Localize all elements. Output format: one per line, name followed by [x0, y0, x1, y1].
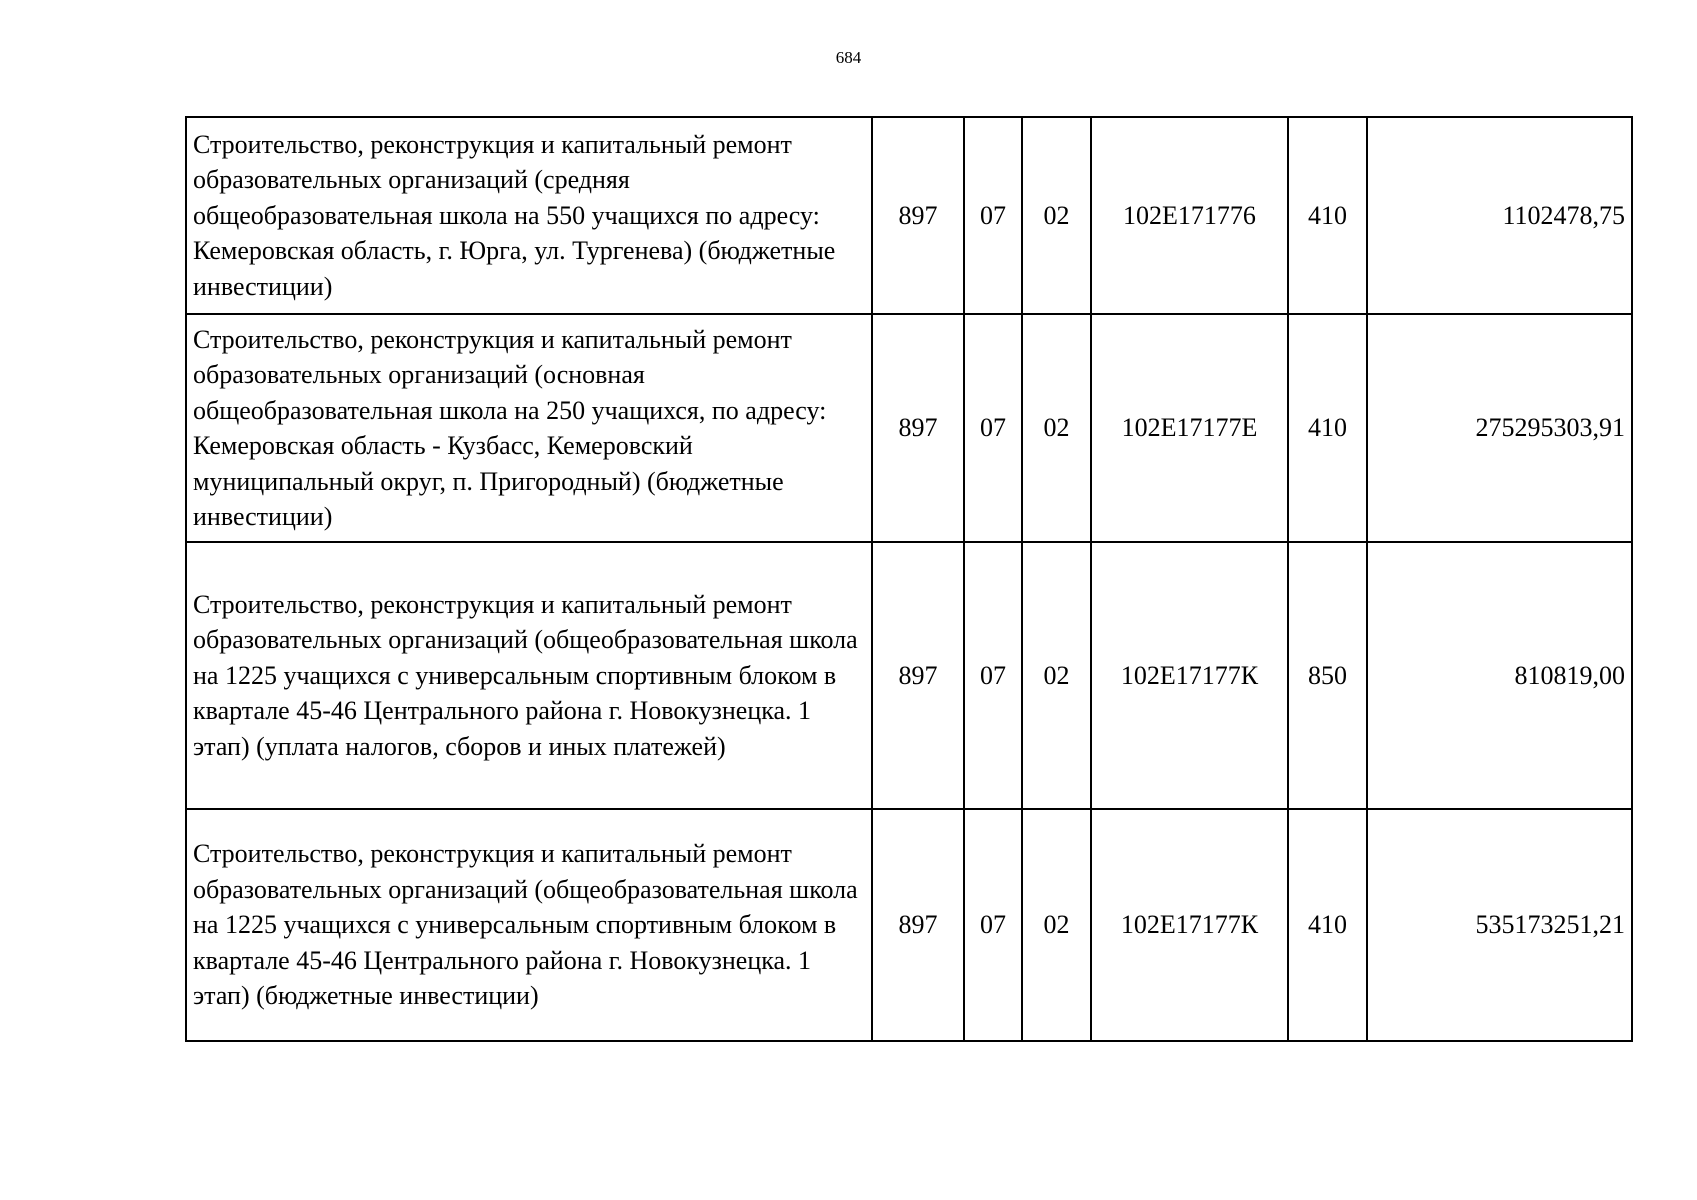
row-subsection-code: 02 [1022, 809, 1091, 1041]
row-target-article-code: 102E17177E [1091, 314, 1288, 542]
row-target-article-code: 102E17177К [1091, 809, 1288, 1041]
row-amount: 810819,00 [1367, 542, 1632, 809]
row-section-code: 07 [964, 809, 1022, 1041]
row-ved-code: 897 [872, 542, 964, 809]
row-subsection-code: 02 [1022, 542, 1091, 809]
row-amount: 535173251,21 [1367, 809, 1632, 1041]
row-subsection-code: 02 [1022, 314, 1091, 542]
row-subsection-code: 02 [1022, 117, 1091, 314]
page-number: 684 [835, 48, 862, 67]
row-target-article-code: 102E171776 [1091, 117, 1288, 314]
row-expense-type-code: 410 [1288, 117, 1367, 314]
row-target-article-code: 102E17177К [1091, 542, 1288, 809]
row-description: Строительство, реконструкция и капитальный ремонт образовательных организаций (общеобразовательная школа на 1225 учащихся с универсальным спортивным блоком в квартале 45-46 Центрального района г. Новокузнецка. 1 этап) (уплата налогов, сборов и иных платежей) [186, 542, 872, 809]
row-amount: 275295303,91 [1367, 314, 1632, 542]
row-expense-type-code: 850 [1288, 542, 1367, 809]
row-description: Строительство, реконструкция и капитальный ремонт образовательных организаций (основная общеобразовательная школа на 250 учащихся, по адресу: Кемеровская область - Кузбасс, Кемеровский муниципальный округ, п. Пригородный) (бюджетные инвестиции) [186, 314, 872, 542]
row-section-code: 07 [964, 542, 1022, 809]
row-expense-type-code: 410 [1288, 809, 1367, 1041]
row-section-code: 07 [964, 314, 1022, 542]
row-ved-code: 897 [872, 117, 964, 314]
row-section-code: 07 [964, 117, 1022, 314]
row-expense-type-code: 410 [1288, 314, 1367, 542]
table-row [186, 809, 1632, 1041]
budget-table [185, 116, 1633, 1042]
row-description: Строительство, реконструкция и капитальный ремонт образовательных организаций (общеобразовательная школа на 1225 учащихся с универсальным спортивным блоком в квартале 45-46 Центрального района г. Новокузнецка. 1 этап) (бюджетные инвестиции) [186, 809, 872, 1041]
row-ved-code: 897 [872, 809, 964, 1041]
row-ved-code: 897 [872, 314, 964, 542]
table-row [186, 117, 1632, 314]
row-amount: 1102478,75 [1367, 117, 1632, 314]
table-row [186, 314, 1632, 542]
table-row [186, 542, 1632, 809]
row-description: Строительство, реконструкция и капитальный ремонт образовательных организаций (средняя общеобразовательная школа на 550 учащихся по адресу: Кемеровская область, г. Юрга, ул. Тургенева) (бюджетные инвестиции) [186, 117, 872, 314]
